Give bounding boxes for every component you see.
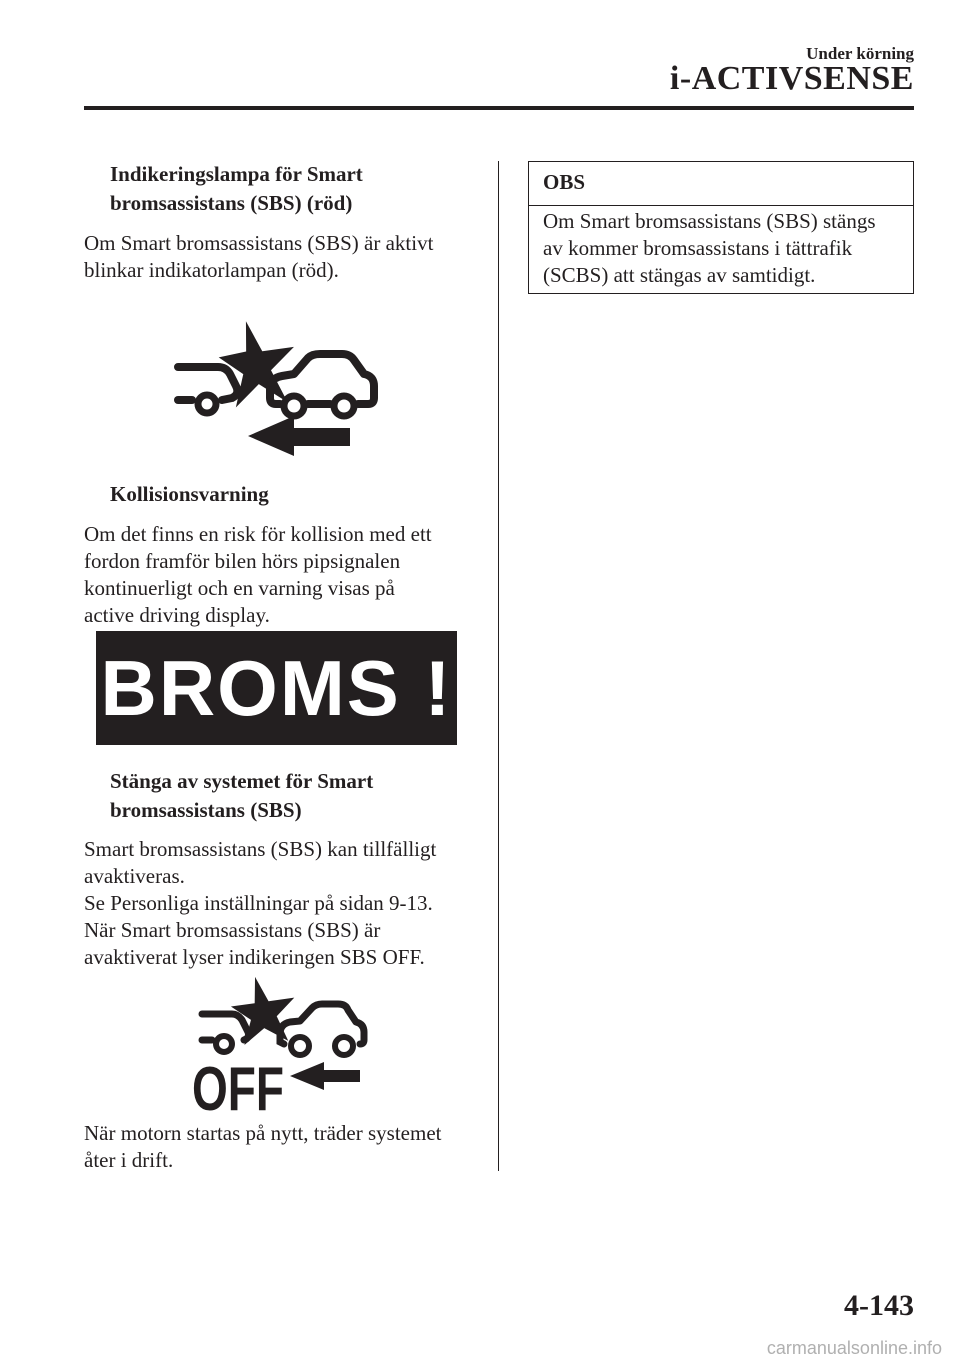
column-divider bbox=[498, 161, 499, 1171]
sbs-off-indicator-icon bbox=[190, 972, 370, 1114]
heading-collision-warning: Kollisionsvarning bbox=[110, 482, 269, 506]
heading-sbs-off: Stänga av systemet för Smart bromsassistans (SBS) bbox=[110, 769, 374, 822]
paragraph-collision-warning: Om det finns en risk för kollision med ett fordon framför bilen hörs pipsignalen kontinuerligt och en varning visas på active driving display. bbox=[84, 522, 432, 627]
obs-body: Om Smart bromsassistans (SBS) stängs av kommer bromsassistans i tättrafik (SCBS) att stängas av samtidigt. bbox=[543, 209, 876, 287]
chapter-title: Under körning bbox=[806, 44, 914, 63]
sbs-off-label: OFF bbox=[192, 1055, 284, 1114]
obs-note-box bbox=[528, 161, 914, 294]
broms-warning-banner: BROMS ! bbox=[96, 631, 457, 745]
heading-sbs-indicator: Indikeringslampa för Smart bromsassistans (SBS) (röd) bbox=[110, 162, 363, 215]
paragraph-sbs-off: Smart bromsassistans (SBS) kan tillfälligt avaktiveras. Se Personliga inställningar på sidan 9-13. När Smart bromsassistans (SBS) är avaktiverat lyser indikeringen SBS OFF. bbox=[84, 837, 437, 969]
obs-title: OBS bbox=[529, 162, 913, 206]
collision-warning-indicator-icon bbox=[170, 312, 380, 462]
section-title: i-ACTIVSENSE bbox=[669, 60, 914, 97]
page-number: 4-143 bbox=[844, 1289, 914, 1322]
watermark: carmanualsonline.info bbox=[766, 1338, 942, 1358]
header-rule bbox=[84, 106, 914, 110]
paragraph-restart: När motorn startas på nytt, träder systemet åter i drift. bbox=[84, 1121, 442, 1172]
paragraph-sbs-indicator: Om Smart bromsassistans (SBS) är aktivt blinkar indikatorlampan (röd). bbox=[84, 231, 434, 282]
